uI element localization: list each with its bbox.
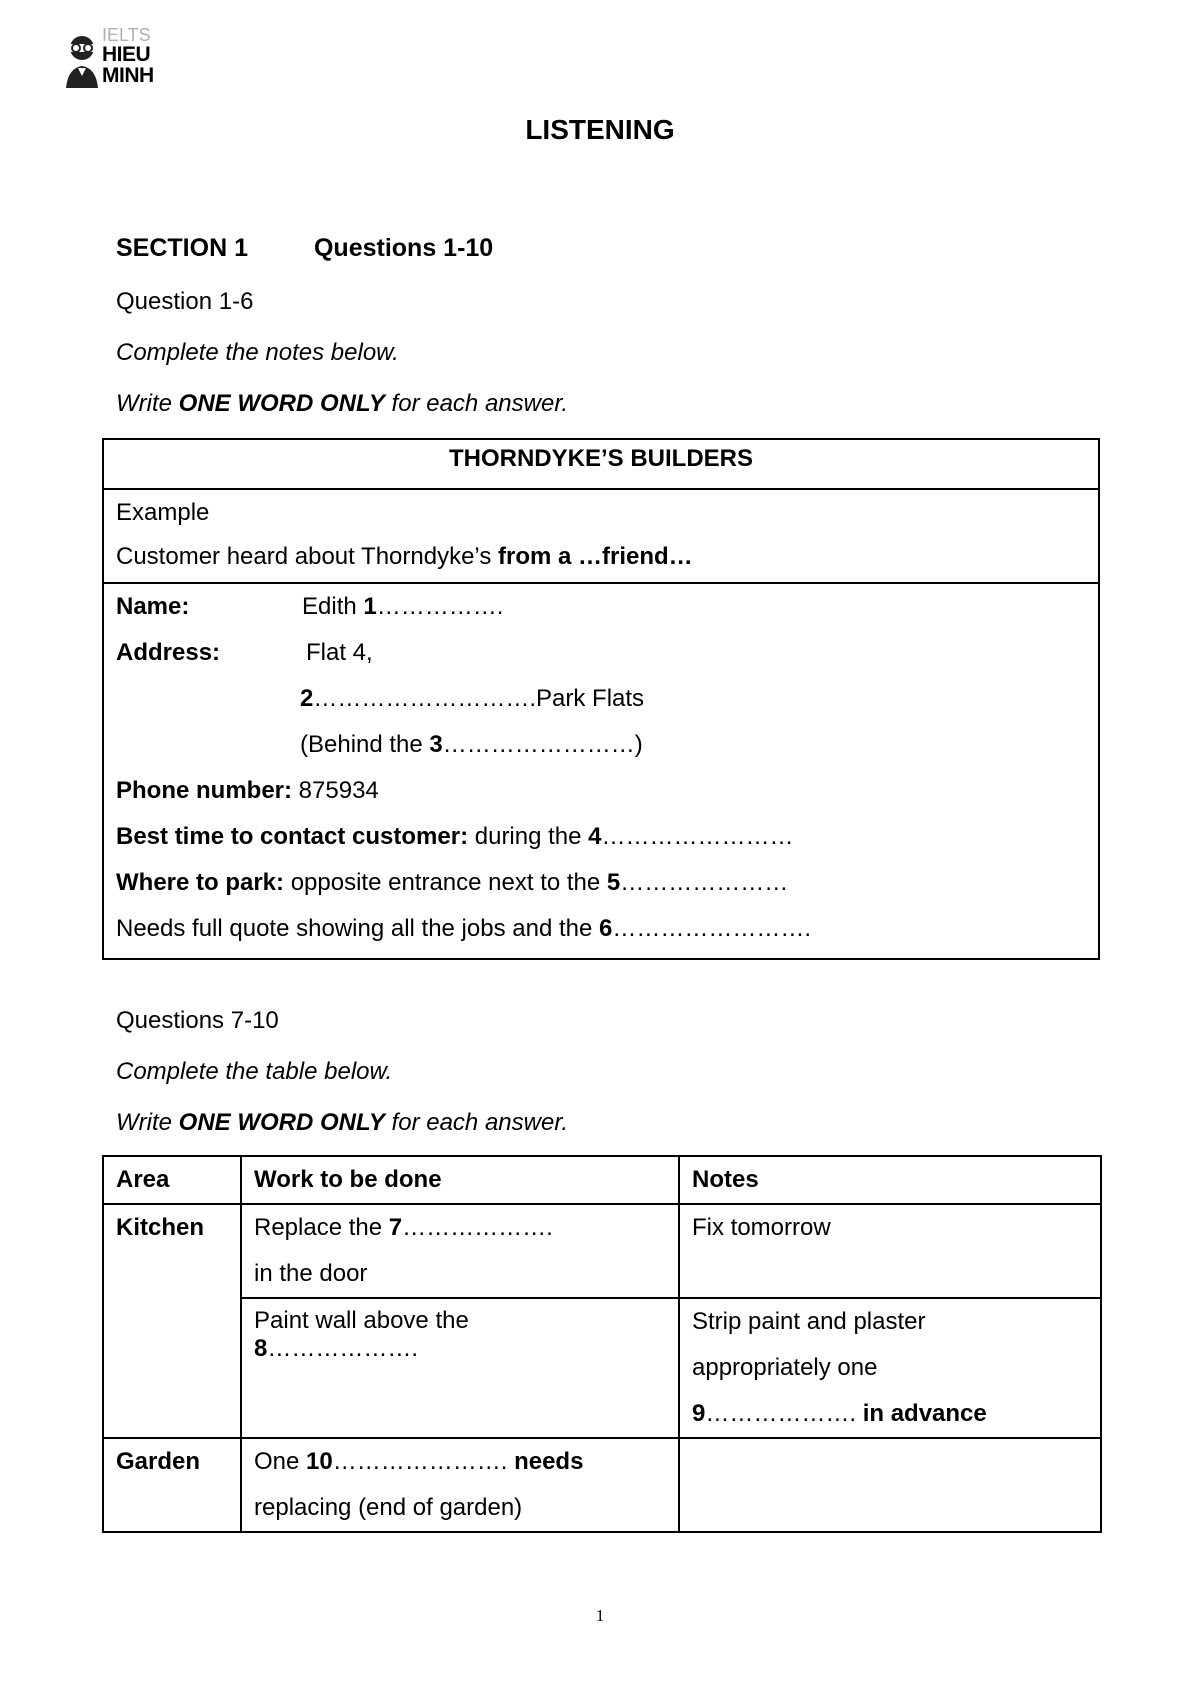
notes-9-line2: appropriately one bbox=[692, 1354, 878, 1381]
phone-label: Phone number: bbox=[116, 777, 293, 804]
answer-blank-8[interactable]: ………………. bbox=[267, 1335, 419, 1362]
area-garden: Garden bbox=[103, 1438, 241, 1532]
part2-write-instruction bbox=[116, 1109, 568, 1137]
part2-instruction: Complete the table below. bbox=[116, 1058, 393, 1085]
column-header-notes: Notes bbox=[679, 1156, 1101, 1204]
question-number-4: 4 bbox=[588, 823, 602, 850]
notes-9-line1: Strip paint and plaster bbox=[692, 1308, 926, 1335]
details-cell bbox=[103, 583, 1099, 959]
work-8-line1: Paint wall above the bbox=[254, 1307, 469, 1334]
part1-instruction: Complete the notes below. bbox=[116, 339, 399, 366]
example-label: Example bbox=[116, 499, 210, 526]
question-number-7: 7 bbox=[388, 1214, 403, 1241]
notes-9-line3 bbox=[692, 1391, 1088, 1437]
write-bold: ONE WORD ONLY bbox=[178, 1109, 385, 1136]
part1-write-instruction bbox=[116, 390, 568, 418]
address-value: Flat 4, bbox=[306, 639, 373, 666]
behind-line bbox=[116, 722, 1086, 768]
example-answer: from a …friend… bbox=[491, 543, 693, 570]
question-number-5: 5 bbox=[606, 869, 621, 896]
address-line-2 bbox=[116, 676, 1086, 722]
example-cell bbox=[103, 489, 1099, 583]
logo-line-minh: MINH bbox=[102, 64, 154, 87]
behind-answer bbox=[300, 722, 643, 768]
notes-heading: THORNDYKE’S BUILDERS bbox=[103, 439, 1099, 489]
write-pre: Write bbox=[116, 390, 179, 417]
phone-value: 875934 bbox=[292, 777, 379, 804]
logo-line-ielts: IELTS bbox=[102, 25, 151, 45]
name-value: Edith bbox=[302, 593, 364, 620]
name-answer bbox=[302, 584, 503, 630]
answer-blank-3[interactable]: ……………………) bbox=[442, 731, 643, 758]
work-cell-10 bbox=[241, 1438, 679, 1532]
question-number-1: 1 bbox=[363, 593, 377, 620]
work-7-line2: in the door bbox=[254, 1260, 368, 1287]
best-time-line bbox=[116, 814, 1086, 860]
page-title: LISTENING bbox=[525, 114, 675, 145]
logo-line-hieu: HIEU bbox=[102, 43, 151, 66]
section-questions: Questions 1-10 bbox=[313, 234, 494, 262]
write-post: for each answer. bbox=[384, 390, 569, 417]
question-number-10: 10 bbox=[306, 1448, 333, 1475]
column-header-area: Area bbox=[103, 1156, 241, 1204]
brand-logo bbox=[64, 26, 174, 94]
address-tail: Park Flats bbox=[536, 685, 645, 712]
answer-blank-6[interactable]: ……………………. bbox=[612, 915, 812, 942]
part1-range: Question 1-6 bbox=[116, 288, 254, 315]
work-cell-8 bbox=[241, 1298, 679, 1438]
part2-range: Questions 7-10 bbox=[116, 1007, 279, 1034]
address-label: Address: bbox=[116, 639, 221, 666]
write-post: for each answer. bbox=[384, 1109, 569, 1136]
section-heading bbox=[116, 234, 493, 263]
work-10-pre: One bbox=[254, 1448, 307, 1475]
work-10-line2: replacing (end of garden) bbox=[254, 1494, 523, 1521]
needs-text: Needs full quote showing all the jobs and the bbox=[116, 915, 599, 942]
page-number: 1 bbox=[595, 1606, 605, 1625]
answer-blank-5[interactable]: ………………… bbox=[620, 869, 789, 896]
work-10-tail: needs bbox=[507, 1448, 584, 1475]
notes-box bbox=[102, 438, 1100, 960]
write-bold: ONE WORD ONLY bbox=[178, 390, 385, 417]
table-header-row bbox=[103, 1156, 1101, 1204]
best-time-value: during the bbox=[468, 823, 589, 850]
work-7-line1 bbox=[254, 1205, 666, 1251]
name-line bbox=[116, 584, 1086, 630]
behind-pre: (Behind the bbox=[300, 731, 430, 758]
notes-cell-empty bbox=[679, 1438, 1101, 1532]
work-cell-7 bbox=[241, 1204, 679, 1298]
answer-blank-10[interactable]: …………………. bbox=[332, 1448, 508, 1475]
table-row bbox=[103, 1438, 1101, 1532]
table-row bbox=[103, 1298, 1101, 1438]
question-number-6: 6 bbox=[599, 915, 613, 942]
park-label: Where to park: bbox=[116, 869, 285, 896]
notes-9-tail: in advance bbox=[856, 1400, 987, 1427]
park-value: opposite entrance next to the bbox=[284, 869, 607, 896]
question-number-2: 2 bbox=[300, 685, 314, 712]
notes-cell-9 bbox=[679, 1298, 1101, 1438]
answer-blank-9[interactable]: ………………. bbox=[705, 1400, 857, 1427]
questions-table bbox=[102, 1155, 1102, 1533]
table-row bbox=[103, 1204, 1101, 1298]
notes-fix-tomorrow: Fix tomorrow bbox=[679, 1204, 1101, 1298]
example-text-pre: Customer heard about Thorndyke’s bbox=[116, 543, 492, 570]
park-line bbox=[116, 860, 1086, 906]
work-10-line1 bbox=[254, 1439, 666, 1485]
needs-line bbox=[116, 906, 1086, 952]
answer-blank-2[interactable]: ………………………. bbox=[313, 685, 537, 712]
section-label: SECTION 1 bbox=[116, 234, 248, 262]
question-number-3: 3 bbox=[429, 731, 443, 758]
answer-blank-4[interactable]: …………………… bbox=[601, 823, 794, 850]
address-line bbox=[116, 630, 1086, 676]
name-label: Name: bbox=[116, 593, 190, 620]
person-glasses-icon bbox=[64, 32, 100, 90]
address-answer bbox=[300, 676, 644, 722]
question-number-9: 9 bbox=[692, 1400, 706, 1427]
write-pre: Write bbox=[116, 1109, 179, 1136]
answer-blank-7[interactable]: ………………. bbox=[402, 1214, 553, 1241]
work-8-line2 bbox=[254, 1335, 666, 1363]
best-time-label: Best time to contact customer: bbox=[116, 823, 469, 850]
question-number-8: 8 bbox=[254, 1335, 268, 1362]
area-kitchen: Kitchen bbox=[103, 1204, 241, 1438]
answer-blank-1[interactable]: ……………. bbox=[376, 593, 504, 620]
work-7-pre: Replace the bbox=[254, 1214, 389, 1241]
column-header-work: Work to be done bbox=[241, 1156, 679, 1204]
phone-line bbox=[116, 768, 1086, 814]
example-text bbox=[116, 534, 1086, 580]
